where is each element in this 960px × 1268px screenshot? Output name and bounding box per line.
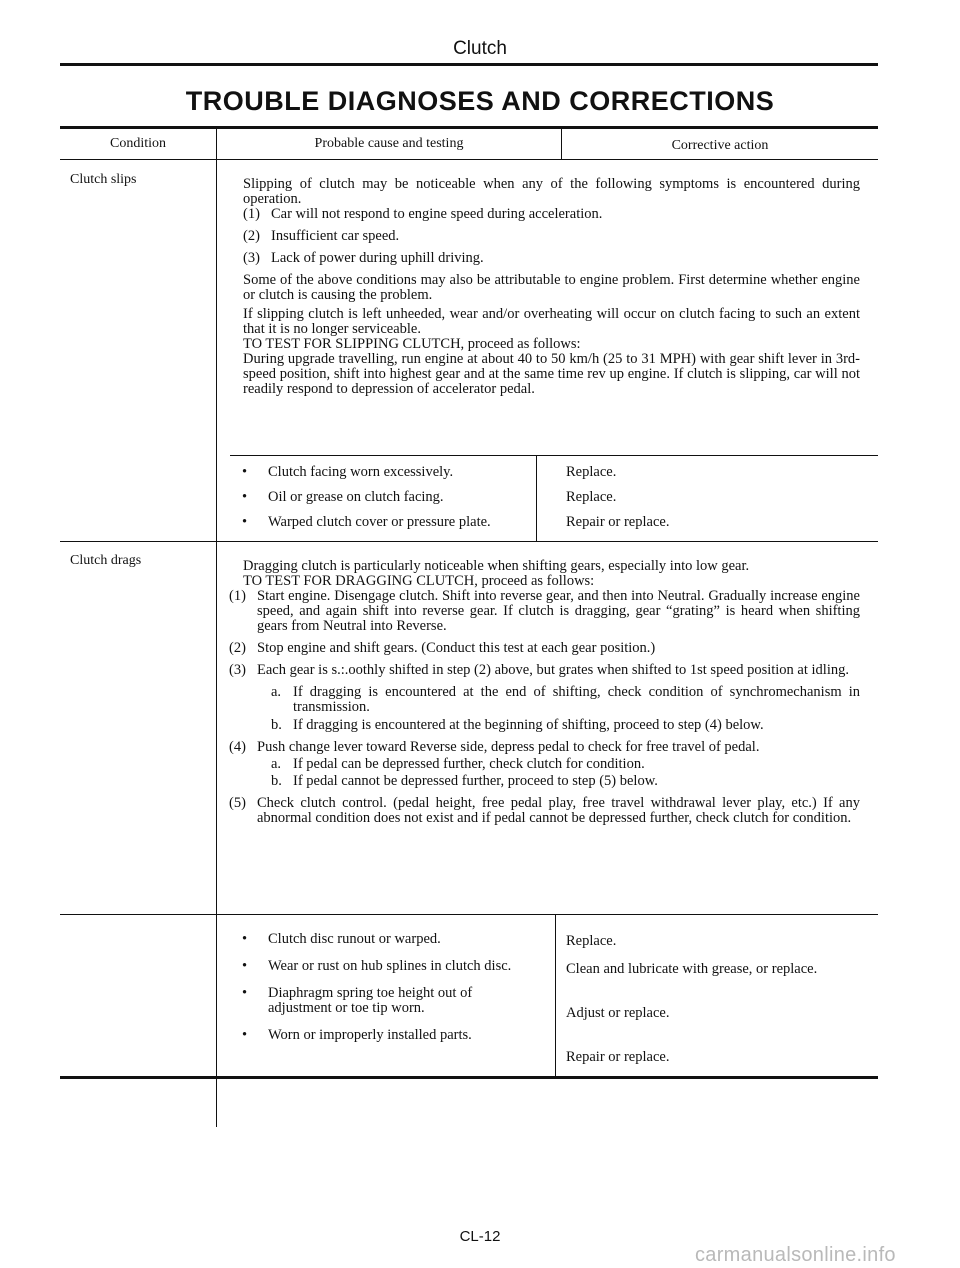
sub-text: If dragging is encountered at the beginning of shifting, proceed to step (4) below. (293, 717, 764, 733)
symptom-number: (3) (243, 250, 260, 266)
drags-step (229, 589, 860, 634)
cause-text: Clutch facing worn excessively. (268, 464, 454, 480)
slips-note-unheeded: If slipping clutch is left unheeded, wear and/or overheating will occur on clutch facing to such an extent that it is no longer serviceable. (243, 306, 860, 337)
step4-sub (271, 774, 860, 789)
cause-item (232, 1028, 532, 1043)
sub-number: a. (271, 756, 282, 772)
step-text: Check clutch control. (pedal height, free pedal play, free travel withdrawal lever play, etc.) If any abnormal condition does not exist and if pedal cannot be depressed further, check clutch for condition. (257, 795, 860, 826)
step-text: Start engine. Disengage clutch. Shift into reverse gear, and then into Neutral. Gradually increase engine speed, and again shift into reverse gear. If clutch is dragging, gear “grating” is heard when shifting gears from Neutral into Reverse. (257, 588, 860, 634)
drags-test-heading: TO TEST FOR DRAGGING CLUTCH, proceed as follows: (243, 573, 595, 589)
symptom-text: Car will not respond to engine speed during acceleration. (271, 206, 603, 222)
drags-intro: Dragging clutch is particularly noticeable when shifting gears, especially into low gear. (243, 558, 750, 574)
slips-action-divider (536, 456, 537, 542)
step4-sub (271, 757, 860, 772)
cause-text: Clutch disc runout or warped. (268, 931, 441, 947)
table-header-rule (60, 159, 878, 160)
page-number: CL-12 (459, 1228, 501, 1245)
row-divider-drags (60, 541, 878, 542)
slips-causes (232, 465, 532, 530)
cause-item (232, 490, 532, 505)
slips-test-heading: TO TEST FOR SLIPPING CLUTCH, proceed as follows: (243, 336, 581, 352)
cause-text: Diaphragm spring toe height out of adjustment or toe tip worn. (268, 985, 473, 1016)
bullet-icon: • (242, 931, 248, 947)
action-text: Repair or replace. (566, 514, 670, 530)
sub-text: If pedal can be depressed further, check clutch for condition. (293, 756, 645, 772)
slips-symptom (243, 229, 860, 244)
slips-symptom (243, 207, 860, 222)
drags-step (229, 796, 860, 826)
bullet-icon: • (242, 1027, 248, 1043)
watermark: carmanualsonline.info (695, 1244, 896, 1266)
step-number: (5) (229, 795, 246, 811)
cause-text: Wear or rust on hub splines in clutch disc. (268, 958, 512, 974)
action-text: Replace. (566, 464, 617, 480)
symptom-number: (1) (243, 206, 260, 222)
symptom-text: Insufficient car speed. (271, 228, 400, 244)
step-number: (1) (229, 588, 246, 604)
page-title: TROUBLE DIAGNOSES AND CORRECTIONS (185, 86, 775, 116)
action-text: Adjust or replace. (566, 1005, 670, 1021)
step-text: Stop engine and shift gears. (Conduct this test at each gear position.) (257, 640, 656, 656)
cause-text: Oil or grease on clutch facing. (268, 489, 444, 505)
drags-step (229, 663, 860, 678)
bullet-icon: • (242, 985, 248, 1001)
slips-testing-text (243, 177, 860, 397)
action-text: Replace. (566, 489, 617, 505)
slips-actions (566, 465, 866, 530)
sub-text: If dragging is encountered at the end of shifting, check condition of synchromechanism in transmission. (293, 684, 860, 715)
sub-text: If pedal cannot be depressed further, proceed to step (5) below. (293, 773, 658, 789)
sub-number: b. (271, 717, 282, 733)
drags-step (229, 740, 860, 755)
symptom-text: Lack of power during uphill driving. (271, 250, 484, 266)
step3-sub (271, 685, 860, 715)
step-number: (3) (229, 662, 246, 678)
header-action: Corrective action (671, 138, 769, 153)
condition-clutch-slips: Clutch slips (70, 172, 137, 187)
cause-item (232, 959, 532, 974)
cause-item (232, 932, 532, 947)
drags-cause-rule (60, 914, 878, 915)
drags-action-divider (555, 915, 556, 1077)
drags-causes (232, 932, 532, 1043)
drags-testing-text (229, 558, 860, 833)
condition-clutch-drags: Clutch drags (70, 553, 142, 568)
cause-item (232, 515, 532, 530)
action-text: Repair or replace. (566, 1049, 670, 1065)
condition-divider (216, 127, 217, 1127)
slips-note-engine: Some of the above conditions may also be attributable to engine problem. First determine whether engine or clutch is causing the problem. (243, 272, 860, 303)
slips-test-procedure: During upgrade travelling, run engine at about 40 to 50 km/h (25 to 31 MPH) with gear shift lever in 3rd-speed position, shift into highest gear and at the same time rev up engine. If clutch is slipping, car will not readily respond to depression of accelerator pedal. (243, 351, 860, 397)
cause-text: Worn or improperly installed parts. (268, 1027, 472, 1043)
bullet-icon: • (242, 514, 248, 530)
header-rule (60, 63, 878, 66)
cause-text: Warped clutch cover or pressure plate. (268, 514, 491, 530)
sub-number: b. (271, 773, 282, 789)
step-text: Push change lever toward Reverse side, depress pedal to check for free travel of pedal. (257, 739, 760, 755)
symptom-number: (2) (243, 228, 260, 244)
step-text: Each gear is s.:.oothly shifted in step (2) above, but grates when shifted to 1st speed position at idling. (257, 662, 849, 678)
slips-intro: Slipping of clutch may be noticeable when any of the following symptoms is encountered during operation. (243, 176, 860, 207)
bullet-icon: • (242, 464, 248, 480)
step-number: (2) (229, 640, 246, 656)
slips-symptom (243, 251, 860, 266)
table-bottom-rule (60, 1076, 878, 1079)
drags-step (229, 641, 860, 656)
step-number: (4) (229, 739, 246, 755)
header-condition: Condition (109, 136, 166, 151)
sub-number: a. (271, 684, 282, 700)
header-cause: Probable cause and testing (314, 136, 464, 151)
cause-item (232, 465, 532, 480)
step3-sub (271, 718, 860, 733)
bullet-icon: • (242, 489, 248, 505)
table-top-rule (60, 126, 878, 129)
cause-item (232, 986, 532, 1016)
slips-cause-rule (230, 455, 878, 456)
action-text: Replace. (566, 933, 617, 949)
section-title: Clutch (453, 38, 507, 59)
action-text: Clean and lubricate with grease, or replace. (566, 961, 818, 977)
bullet-icon: • (242, 958, 248, 974)
